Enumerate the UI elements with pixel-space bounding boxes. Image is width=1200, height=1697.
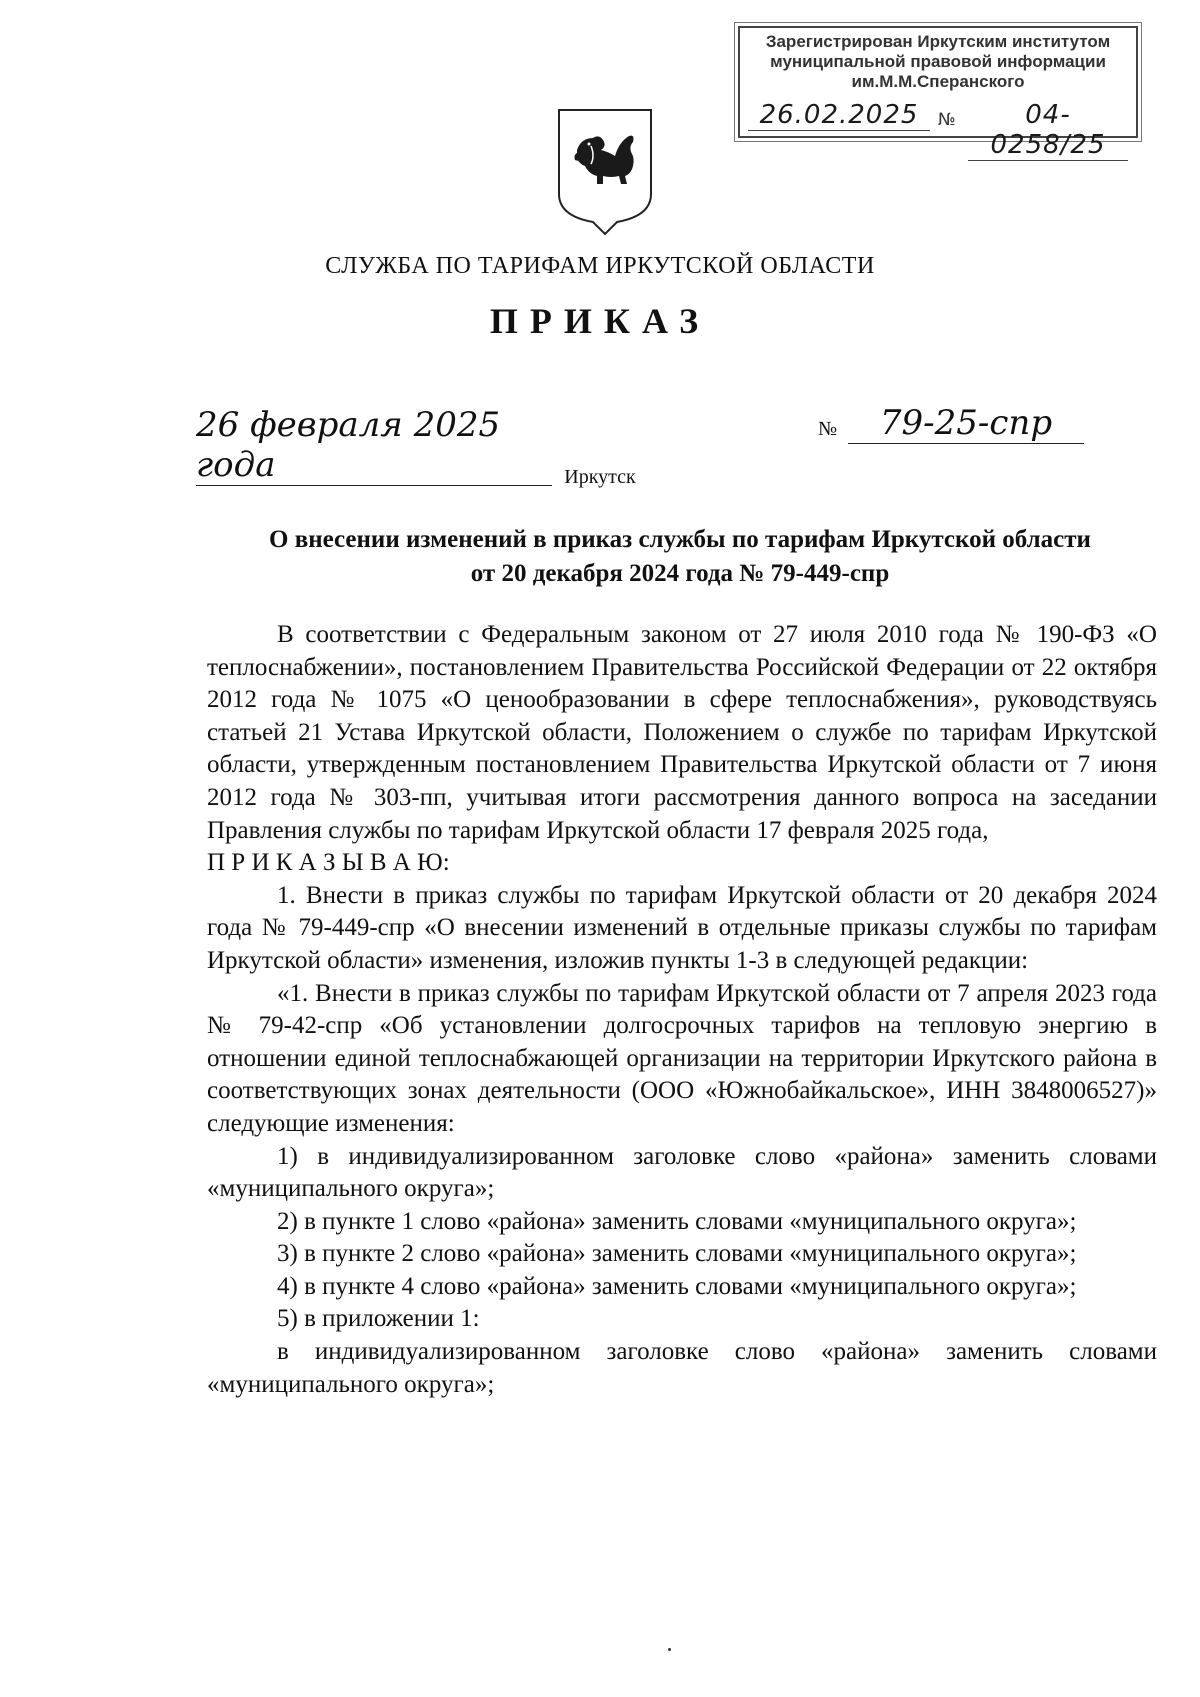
- stamp-registration-row: [748, 100, 1128, 160]
- stamp-line-1: Зарегистрирован Иркутским институтом: [765, 32, 1111, 51]
- subitem-4-paragraph: 4) в пункте 4 слово «района» заменить словами «муниципального округа»;: [277, 1272, 1077, 1300]
- order-word: П Р И К А З Ы В А Ю:: [207, 849, 450, 877]
- order-number-sign: №: [818, 418, 838, 440]
- subitem-2-paragraph: 2) в пункте 1 слово «района» заменить словами «муниципального округа»;: [277, 1207, 1077, 1235]
- stamp-line-2: муниципальной правовой информации: [770, 52, 1106, 71]
- quoted-item-1-paragraph: «1. Внести в приказ службы по тарифам Иркутской области от 7 апреля 2023 года № 79-42-спр «Об установлении долгосрочных тарифов на тепловую энергию в отношении единой теплоснабжающей организации на территории Иркутского района в соответствующих зонах деятельности (ООО «Южнобайкальское», ИНН 3848006527)» следующие изменения:: [207, 979, 1157, 1137]
- subitem-3-paragraph: 3) в пункте 2 слово «района» заменить словами «муниципального округа»;: [277, 1240, 1077, 1268]
- stamp-line-3: им.М.М.Сперанского: [851, 72, 1025, 91]
- title-line-2: от 20 декабря 2024 года № 79-449-спр: [470, 560, 890, 587]
- subitem-1-paragraph: 1) в индивидуализированном заголовке слово «района» заменить словами «муниципального округа»;: [207, 1142, 1157, 1203]
- stamp-number-sign: №: [938, 110, 956, 130]
- organization-name: СЛУЖБА ПО ТАРИФАМ ИРКУТСКОЙ ОБЛАСТИ: [325, 253, 875, 279]
- subitem-5a-paragraph: в индивидуализированном заголовке слово «района» заменить словами «муниципального округа»;: [207, 1338, 1157, 1398]
- title-line-1: О внесении изменений в приказ службы по тарифам Иркутской области: [269, 526, 1091, 553]
- stamp-number: 04-0258/25: [968, 100, 1128, 161]
- order-date: 26 февраля 2025 года: [196, 405, 552, 486]
- irkutsk-coat-of-arms-icon: [555, 106, 655, 236]
- document-type: ПРИКАЗ: [489, 301, 711, 341]
- page-mark: [668, 1648, 671, 1651]
- document-body: [207, 619, 1157, 1401]
- order-number: 79-25-спр: [848, 403, 1084, 444]
- order-city: Иркутск: [564, 466, 636, 488]
- registration-stamp: [738, 26, 1138, 160]
- subitem-5-paragraph: 5) в приложении 1:: [277, 1305, 480, 1333]
- preamble-paragraph: В соответствии с Федеральным законом от 27 июля 2010 года № 190-ФЗ «О теплоснабжении», постановлением Правительства Российской Федерации от 22 октября 2012 года № 1075 «О ценообразовании в сфере теплоснабжения», руководствуясь статьей 21 Устава Иркутской области, Положением о службе по тарифам Иркутской области, утвержденным постановлением Правительства Иркутской области от 7 июня 2012 года № 303-пп, учитывая итоги рассмотрения данного вопроса на заседании Правления службы по тарифам Иркутской области 17 февраля 2025 года,: [207, 621, 1157, 844]
- document-title: [200, 523, 1160, 591]
- stamp-date: 26.02.2025: [748, 100, 930, 131]
- item-1-paragraph: 1. Внести в приказ службы по тарифам Иркутской области от 20 декабря 2024 года № 79-449-спр «О внесении изменений в отдельные приказы службы по тарифам Иркутской области» изменения, изложив пункты 1-3 в следующей редакции:: [207, 881, 1157, 974]
